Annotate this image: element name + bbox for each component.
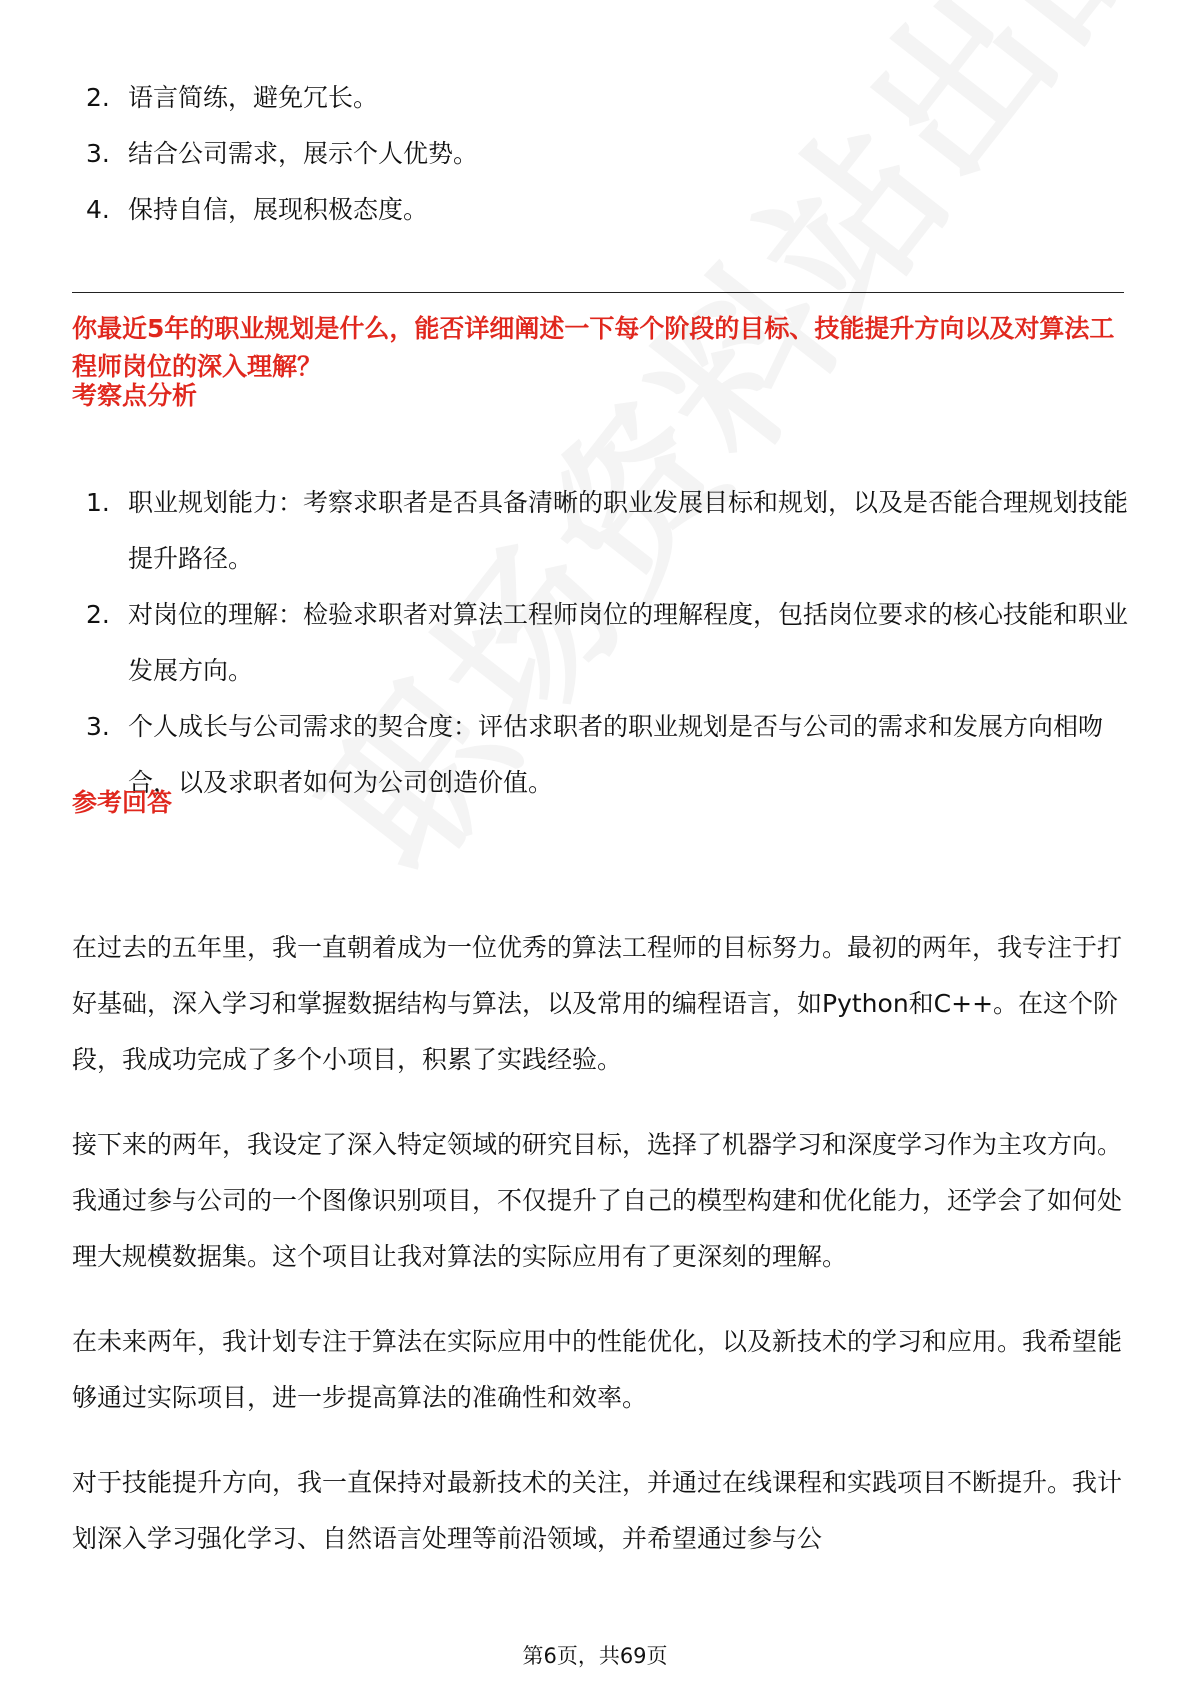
list-number: 4. <box>86 195 110 224</box>
list-item <box>72 475 1132 587</box>
answer-paragraph: 接下来的两年，我设定了深入特定领域的研究目标，选择了机器学习和深度学习作为主攻方向。我通过参与公司的一个图像识别项目，不仅提升了自己的模型构建和优化能力，还学会了如何处理大规模数据集。这个项目让我对算法的实际应用有了更深刻的理解。 <box>72 1130 1123 1271</box>
list-text: 保持自信，展现积极态度。 <box>128 195 429 224</box>
list-number: 3. <box>86 139 110 168</box>
analysis-list <box>72 475 1132 811</box>
list-item <box>72 70 1122 126</box>
answer-heading: 参考回答 <box>72 788 173 817</box>
list-text: 语言简练，避免冗长。 <box>128 83 379 112</box>
answer-paragraph: 在未来两年，我计划专注于算法在实际应用中的性能优化，以及新技术的学习和应用。我希望能够通过实际项目，进一步提高算法的准确性和效率。 <box>72 1327 1123 1412</box>
answer-paragraph: 在过去的五年里，我一直朝着成为一位优秀的算法工程师的目标努力。最初的两年，我专注于打好基础，深入学习和掌握数据结构与算法，以及常用的编程语言，如Python和C++。在这个阶段，我成功完成了多个小项目，积累了实践经验。 <box>72 933 1123 1074</box>
list-text: 对岗位的理解：检验求职者对算法工程师岗位的理解程度，包括岗位要求的核心技能和职业发展方向。 <box>128 600 1129 685</box>
list-number: 1. <box>86 488 110 517</box>
list-number: 3. <box>86 712 110 741</box>
section-divider <box>72 292 1124 293</box>
list-text: 结合公司需求，展示个人优势。 <box>128 139 479 168</box>
tips-list <box>72 70 1122 238</box>
list-number: 2. <box>86 600 110 629</box>
list-text: 个人成长与公司需求的契合度：评估求职者的职业规划是否与公司的需求和发展方向相吻合，以及求职者如何为公司创造价值。 <box>128 712 1104 797</box>
list-item <box>72 182 1122 238</box>
list-item <box>72 587 1132 699</box>
page-number-footer: 第6页，共69页 <box>522 1644 668 1668</box>
question-heading: 你最近5年的职业规划是什么，能否详细阐述一下每个阶段的目标、技能提升方向以及对算法工程师岗位的深入理解？ <box>72 314 1115 381</box>
list-item <box>72 126 1122 182</box>
analysis-heading: 考察点分析 <box>72 381 198 410</box>
answer-paragraph: 对于技能提升方向，我一直保持对最新技术的关注，并通过在线课程和实践项目不断提升。我计划深入学习强化学习、自然语言处理等前沿领域，并希望通过参与公 <box>72 1468 1123 1553</box>
list-item <box>72 699 1132 811</box>
list-number: 2. <box>86 83 110 112</box>
answer-body <box>72 920 1130 1596</box>
list-text: 职业规划能力：考察求职者是否具备清晰的职业发展目标和规划，以及是否能合理规划技能提升路径。 <box>128 488 1129 573</box>
